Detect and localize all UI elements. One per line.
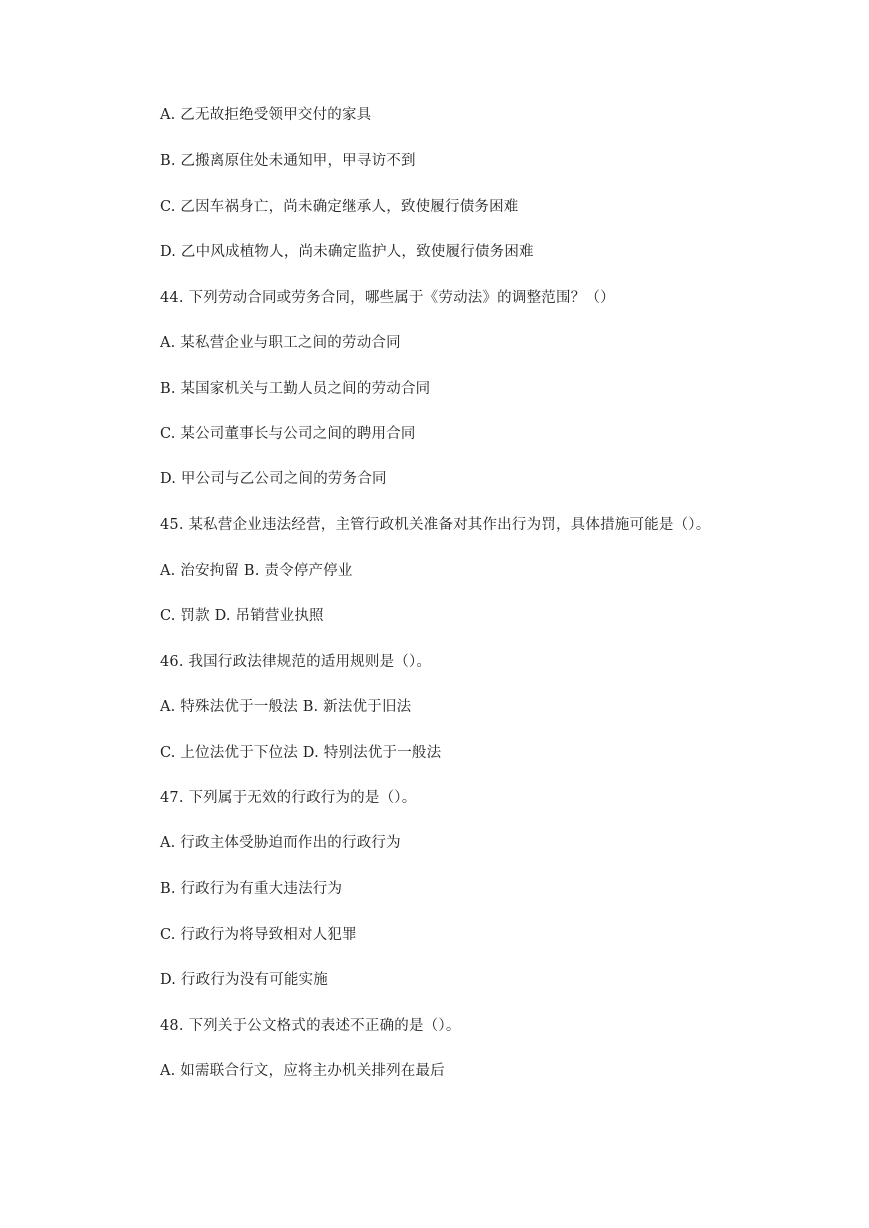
option-c-q43: C. 乙因车祸身亡，尚未确定继承人，致使履行债务困难: [160, 199, 519, 215]
question-45: 45. 某私营企业违法经营，主管行政机关准备对其作出行为罚，具体措施可能是（）。: [160, 517, 711, 533]
options-ab-q45: A. 治安拘留 B. 责令停产停业: [160, 563, 353, 579]
options-ab-q46: A. 特殊法优于一般法 B. 新法优于旧法: [160, 699, 412, 715]
option-d-q47: D. 行政行为没有可能实施: [160, 972, 328, 988]
options-cd-q46: C. 上位法优于下位法 D. 特别法优于一般法: [160, 745, 442, 761]
question-48: 48. 下列关于公文格式的表述不正确的是（）。: [160, 1018, 461, 1034]
option-d-q43: D. 乙中风成植物人，尚未确定监护人，致使履行债务困难: [160, 244, 534, 260]
option-b-q43: B. 乙搬离原住处未通知甲，甲寻访不到: [160, 153, 416, 169]
option-d-q44: D. 甲公司与乙公司之间的劳务合同: [160, 471, 387, 487]
option-a-q43: A. 乙无故拒绝受领甲交付的家具: [160, 107, 372, 123]
option-c-q44: C. 某公司董事长与公司之间的聘用合同: [160, 426, 416, 442]
option-a-q48: A. 如需联合行文，应将主办机关排列在最后: [160, 1063, 445, 1079]
option-a-q44: A. 某私营企业与职工之间的劳动合同: [160, 335, 401, 351]
option-b-q47: B. 行政行为有重大违法行为: [160, 881, 343, 897]
option-a-q47: A. 行政主体受胁迫而作出的行政行为: [160, 835, 401, 851]
option-c-q47: C. 行政行为将导致相对人犯罪: [160, 927, 357, 943]
options-cd-q45: C. 罚款 D. 吊销营业执照: [160, 608, 324, 624]
question-44: 44. 下列劳动合同或劳务合同，哪些属于《劳动法》的调整范围？（）: [160, 290, 615, 306]
question-47: 47. 下列属于无效的行政行为的是（）。: [160, 790, 417, 806]
question-46: 46. 我国行政法律规范的适用规则是（）。: [160, 654, 432, 670]
option-b-q44: B. 某国家机关与工勤人员之间的劳动合同: [160, 381, 431, 397]
